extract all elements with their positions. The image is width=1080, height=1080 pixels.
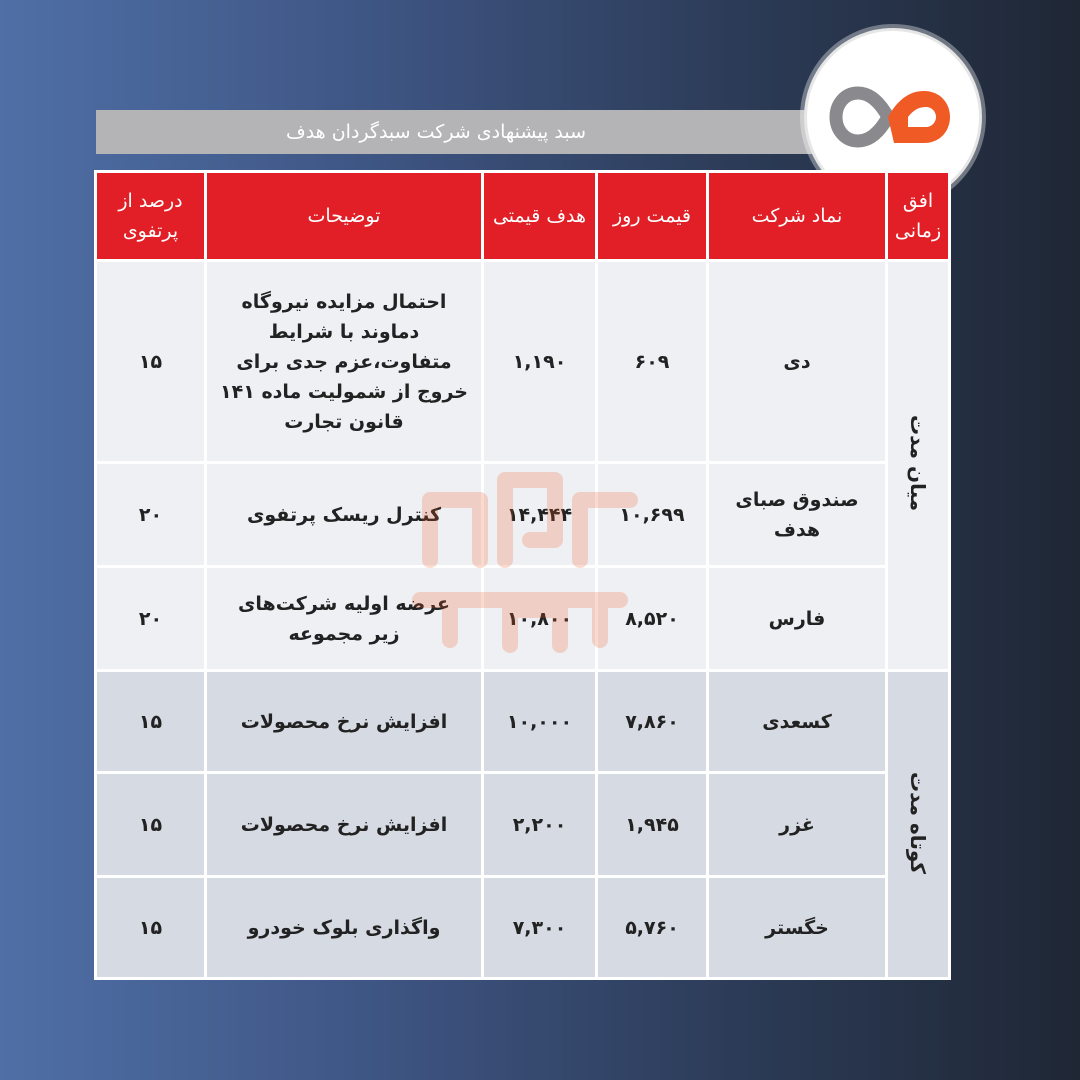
table-row: [96, 671, 950, 773]
table-row: [96, 567, 950, 671]
target-price-cell: [483, 261, 597, 463]
target-price-value: ۱۰,۰۰۰: [506, 710, 573, 733]
symbol-cell: [708, 877, 887, 979]
description-cell: [206, 261, 483, 463]
table-header-row: [96, 172, 950, 261]
price-today-value: ۱,۹۴۵: [625, 813, 679, 836]
price-today-value: ۶۰۹: [634, 350, 670, 373]
symbol-cell: [708, 261, 887, 463]
header-symbol: نماد شرکت: [708, 172, 887, 261]
percent-value: ۱۵: [138, 710, 163, 733]
table-row: [96, 877, 950, 979]
percent-cell: [96, 773, 206, 877]
horizon-label: میان مدت: [906, 415, 930, 512]
description-text: افزایش نرخ محصولات: [240, 710, 448, 733]
price-today-value: ۵,۷۶۰: [625, 916, 679, 939]
description-cell: [206, 877, 483, 979]
description-text: احتمال مزایده نیروگاه دماوند با شرایط متفاوت،عزم جدی برای خروج از شمولیت ماده ۱۴۱ قانون تجارت: [220, 290, 468, 433]
percent-value: ۱۵: [138, 916, 163, 939]
price-today-value: ۸,۵۲۰: [625, 607, 679, 630]
horizon-label: کوتاه مدت: [906, 771, 930, 874]
symbol-text: دی: [783, 350, 811, 373]
header-target-price: هدف قیمتی: [483, 172, 597, 261]
price-today-cell: [597, 877, 708, 979]
horizon-cell-short: [887, 671, 950, 979]
target-price-cell: [483, 567, 597, 671]
percent-cell: [96, 261, 206, 463]
symbol-text: خگستر: [765, 916, 829, 939]
price-today-cell: [597, 261, 708, 463]
symbol-text: غزر: [779, 813, 815, 836]
price-today-cell: [597, 463, 708, 567]
target-price-cell: [483, 463, 597, 567]
description-cell: [206, 671, 483, 773]
target-price-value: ۷,۳۰۰: [512, 916, 567, 939]
header-portfolio-percent: درصد از پرتفوی: [96, 172, 206, 261]
description-text: واگذاری بلوک خودرو: [247, 916, 441, 939]
description-text: عرضه اولیه شرکت‌های زیر مجموعه: [237, 592, 451, 645]
target-price-value: ۱,۱۹۰: [512, 350, 567, 373]
page-title: سبد پیشنهادی شرکت سبدگردان هدف: [286, 121, 587, 143]
symbol-cell: [708, 671, 887, 773]
target-price-value: ۱۰,۸۰۰: [506, 607, 573, 630]
symbol-text: فارس: [768, 607, 826, 630]
description-cell: [206, 567, 483, 671]
symbol-cell: [708, 773, 887, 877]
price-today-value: ۷,۸۶۰: [625, 710, 679, 733]
price-today-cell: [597, 567, 708, 671]
price-today-cell: [597, 773, 708, 877]
portfolio-table: [94, 170, 951, 980]
description-cell: [206, 773, 483, 877]
header-description: توضیحات: [206, 172, 483, 261]
table-row: [96, 463, 950, 567]
percent-value: ۱۵: [138, 350, 163, 373]
percent-cell: [96, 877, 206, 979]
table-row: [96, 261, 950, 463]
target-price-cell: [483, 671, 597, 773]
percent-cell: [96, 463, 206, 567]
header-horizon: افق زمانی: [887, 172, 950, 261]
symbol-text: کسعدی: [762, 710, 832, 733]
header-price-today: قیمت روز: [597, 172, 708, 261]
target-price-value: ۲,۲۰۰: [512, 813, 567, 836]
target-price-value: ۱۴,۴۴۴: [506, 503, 573, 526]
title-bar: [96, 110, 826, 154]
price-today-value: ۱۰,۶۹۹: [619, 503, 685, 526]
percent-value: ۲۰: [138, 503, 163, 526]
percent-cell: [96, 567, 206, 671]
description-cell: [206, 463, 483, 567]
target-price-cell: [483, 877, 597, 979]
infinity-logo-icon: [828, 77, 958, 157]
symbol-cell: [708, 567, 887, 671]
target-price-cell: [483, 773, 597, 877]
symbol-text: صندوق صبای هدف: [735, 488, 859, 541]
table-row: [96, 773, 950, 877]
percent-value: ۱۵: [138, 813, 163, 836]
horizon-cell-medium: [887, 261, 950, 671]
price-today-cell: [597, 671, 708, 773]
percent-value: ۲۰: [138, 607, 163, 630]
symbol-cell: [708, 463, 887, 567]
description-text: افزایش نرخ محصولات: [240, 813, 448, 836]
percent-cell: [96, 671, 206, 773]
description-text: کنترل ریسک پرتفوی: [246, 503, 442, 526]
